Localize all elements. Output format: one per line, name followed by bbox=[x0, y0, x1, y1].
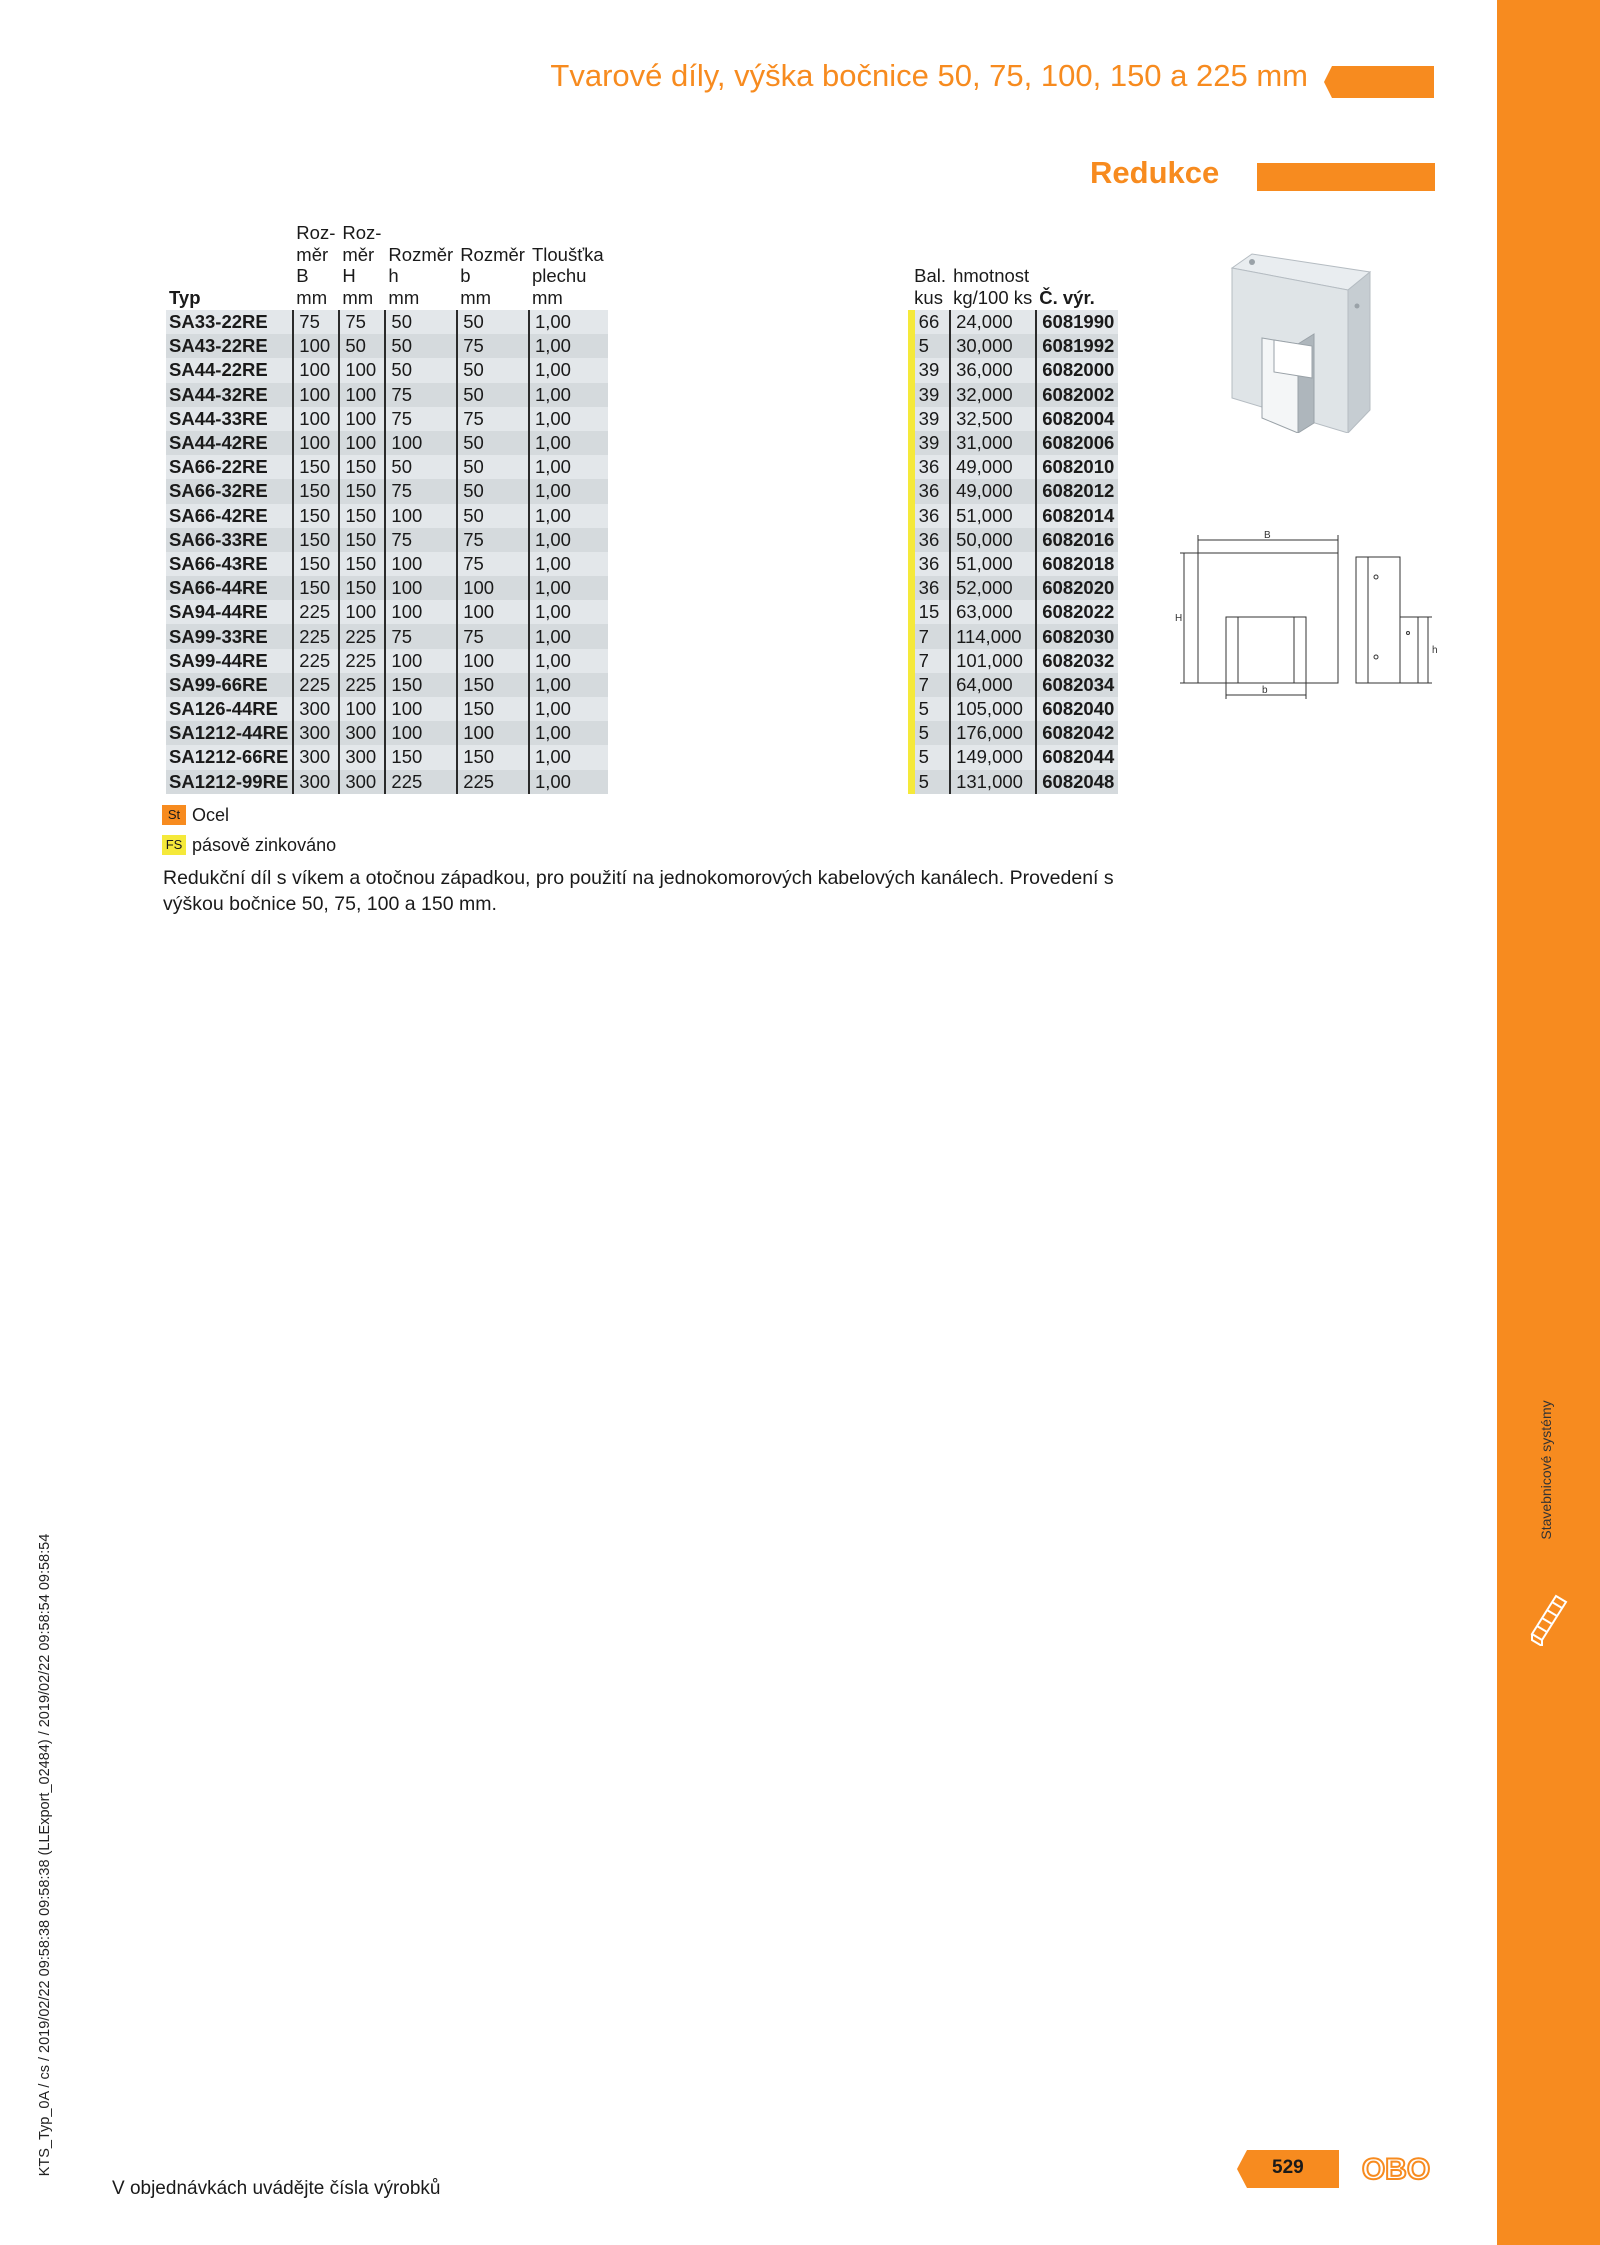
table-row bbox=[166, 649, 1118, 673]
cell-B: 100 bbox=[293, 407, 339, 431]
cell-H: 225 bbox=[339, 624, 385, 648]
cell-weight: 36,000 bbox=[950, 358, 1036, 382]
cell-typ: SA44-33RE bbox=[166, 407, 293, 431]
cell-weight: 51,000 bbox=[950, 552, 1036, 576]
table-row bbox=[166, 624, 1118, 648]
cell-B: 150 bbox=[293, 479, 339, 503]
cell-h: 75 bbox=[385, 407, 457, 431]
legend-code-st: St bbox=[162, 805, 186, 825]
cell-h: 75 bbox=[385, 479, 457, 503]
cell-gap bbox=[608, 310, 912, 334]
cell-gap bbox=[608, 383, 912, 407]
cell-B: 100 bbox=[293, 358, 339, 382]
cell-bal: 36 bbox=[911, 552, 950, 576]
cell-gap bbox=[608, 649, 912, 673]
cell-H: 300 bbox=[339, 745, 385, 769]
dimension-drawing bbox=[1172, 525, 1442, 710]
cell-thickness: 1,00 bbox=[529, 576, 608, 600]
cell-typ: SA33-22RE bbox=[166, 310, 293, 334]
table-row bbox=[166, 310, 1118, 334]
cell-weight: 101,000 bbox=[950, 649, 1036, 673]
cell-thickness: 1,00 bbox=[529, 383, 608, 407]
cell-thickness: 1,00 bbox=[529, 600, 608, 624]
cell-b: 225 bbox=[457, 770, 529, 794]
cell-h: 50 bbox=[385, 334, 457, 358]
cell-typ: SA66-44RE bbox=[166, 576, 293, 600]
cell-thickness: 1,00 bbox=[529, 334, 608, 358]
col-typ: Typ bbox=[169, 286, 201, 308]
cell-b: 75 bbox=[457, 407, 529, 431]
cell-thickness: 1,00 bbox=[529, 721, 608, 745]
cell-thickness: 1,00 bbox=[529, 624, 608, 648]
cell-B: 300 bbox=[293, 770, 339, 794]
table-row bbox=[166, 745, 1118, 769]
cell-h: 100 bbox=[385, 552, 457, 576]
col-B: Roz- měr B mm bbox=[296, 222, 336, 308]
footer-text: V objednávkách uvádějte čísla výrobků bbox=[112, 2178, 441, 2199]
cell-typ: SA1212-66RE bbox=[166, 745, 293, 769]
table-row bbox=[166, 673, 1118, 697]
cell-nr: 6082012 bbox=[1036, 479, 1118, 503]
table-row bbox=[166, 358, 1118, 382]
cell-b: 50 bbox=[457, 358, 529, 382]
cell-h: 150 bbox=[385, 673, 457, 697]
table-row bbox=[166, 455, 1118, 479]
cell-H: 225 bbox=[339, 673, 385, 697]
cell-nr: 6082030 bbox=[1036, 624, 1118, 648]
cell-typ: SA66-43RE bbox=[166, 552, 293, 576]
cell-b: 75 bbox=[457, 552, 529, 576]
legend-label-st: Ocel bbox=[192, 804, 230, 825]
cell-bal: 7 bbox=[911, 624, 950, 648]
page-heading: Tvarové díly, výška bočnice 50, 75, 100, 150 a 225 mm bbox=[550, 58, 1308, 93]
table-row bbox=[166, 431, 1118, 455]
table-row bbox=[166, 383, 1118, 407]
table-row bbox=[166, 697, 1118, 721]
cable-tray-icon bbox=[1528, 1590, 1570, 1651]
cell-thickness: 1,00 bbox=[529, 479, 608, 503]
product-photo bbox=[1222, 248, 1372, 438]
cell-B: 300 bbox=[293, 745, 339, 769]
cell-H: 100 bbox=[339, 383, 385, 407]
cell-H: 300 bbox=[339, 770, 385, 794]
cell-B: 225 bbox=[293, 624, 339, 648]
cell-H: 100 bbox=[339, 431, 385, 455]
cell-gap bbox=[608, 576, 912, 600]
cell-b: 150 bbox=[457, 697, 529, 721]
cell-B: 150 bbox=[293, 552, 339, 576]
cell-bal: 7 bbox=[911, 649, 950, 673]
cell-gap bbox=[608, 528, 912, 552]
cell-typ: SA1212-99RE bbox=[166, 770, 293, 794]
col-weight: hmotnost kg/100 ks bbox=[953, 265, 1033, 308]
table-header-row bbox=[166, 222, 1118, 310]
legend-code-fs: FS bbox=[162, 835, 186, 855]
cell-B: 100 bbox=[293, 431, 339, 455]
cell-h: 50 bbox=[385, 455, 457, 479]
logo-text: OBO bbox=[1361, 2153, 1431, 2185]
cell-H: 150 bbox=[339, 552, 385, 576]
cell-H: 150 bbox=[339, 479, 385, 503]
cell-weight: 50,000 bbox=[950, 528, 1036, 552]
cell-B: 75 bbox=[293, 310, 339, 334]
cell-B: 150 bbox=[293, 455, 339, 479]
cell-weight: 114,000 bbox=[950, 624, 1036, 648]
cell-bal: 39 bbox=[911, 358, 950, 382]
cell-gap bbox=[608, 407, 912, 431]
cell-B: 300 bbox=[293, 697, 339, 721]
cell-b: 50 bbox=[457, 455, 529, 479]
cell-H: 150 bbox=[339, 504, 385, 528]
cell-thickness: 1,00 bbox=[529, 649, 608, 673]
cell-bal: 39 bbox=[911, 431, 950, 455]
cell-H: 150 bbox=[339, 455, 385, 479]
cell-h: 75 bbox=[385, 624, 457, 648]
cell-typ: SA126-44RE bbox=[166, 697, 293, 721]
cell-h: 50 bbox=[385, 358, 457, 382]
cell-weight: 52,000 bbox=[950, 576, 1036, 600]
cell-b: 100 bbox=[457, 721, 529, 745]
table-row bbox=[166, 528, 1118, 552]
cell-gap bbox=[608, 455, 912, 479]
table-row bbox=[166, 576, 1118, 600]
cell-weight: 176,000 bbox=[950, 721, 1036, 745]
cell-h: 100 bbox=[385, 600, 457, 624]
cell-nr: 6082022 bbox=[1036, 600, 1118, 624]
col-bal: Bal. kus bbox=[914, 265, 947, 308]
cell-nr: 6082010 bbox=[1036, 455, 1118, 479]
cell-bal: 5 bbox=[911, 334, 950, 358]
cell-typ: SA44-22RE bbox=[166, 358, 293, 382]
cell-nr: 6082004 bbox=[1036, 407, 1118, 431]
drawing-label-H: H bbox=[1175, 613, 1183, 624]
cell-b: 50 bbox=[457, 431, 529, 455]
cell-nr: 6082044 bbox=[1036, 745, 1118, 769]
cell-gap bbox=[608, 358, 912, 382]
cell-thickness: 1,00 bbox=[529, 504, 608, 528]
cell-thickness: 1,00 bbox=[529, 697, 608, 721]
col-H: Roz- měr H mm bbox=[342, 222, 382, 308]
cell-b: 75 bbox=[457, 528, 529, 552]
cell-b: 50 bbox=[457, 504, 529, 528]
cell-nr: 6082002 bbox=[1036, 383, 1118, 407]
cell-weight: 31,000 bbox=[950, 431, 1036, 455]
cell-thickness: 1,00 bbox=[529, 770, 608, 794]
cell-typ: SA66-22RE bbox=[166, 455, 293, 479]
cell-H: 100 bbox=[339, 697, 385, 721]
cell-weight: 149,000 bbox=[950, 745, 1036, 769]
cell-B: 150 bbox=[293, 504, 339, 528]
cell-B: 150 bbox=[293, 576, 339, 600]
cell-b: 50 bbox=[457, 310, 529, 334]
cell-nr: 6082006 bbox=[1036, 431, 1118, 455]
cell-H: 75 bbox=[339, 310, 385, 334]
cell-bal: 5 bbox=[911, 721, 950, 745]
cell-B: 225 bbox=[293, 673, 339, 697]
cell-B: 100 bbox=[293, 334, 339, 358]
drawing-label-B: B bbox=[1264, 530, 1271, 541]
cell-nr: 6082034 bbox=[1036, 673, 1118, 697]
table-row bbox=[166, 770, 1118, 794]
cell-gap bbox=[608, 745, 912, 769]
cell-nr: 6082016 bbox=[1036, 528, 1118, 552]
cell-h: 225 bbox=[385, 770, 457, 794]
cell-h: 100 bbox=[385, 649, 457, 673]
cell-bal: 39 bbox=[911, 383, 950, 407]
cell-b: 150 bbox=[457, 673, 529, 697]
cell-nr: 6082032 bbox=[1036, 649, 1118, 673]
cell-gap bbox=[608, 721, 912, 745]
cell-thickness: 1,00 bbox=[529, 552, 608, 576]
cell-gap bbox=[608, 697, 912, 721]
cell-bal: 7 bbox=[911, 673, 950, 697]
product-description: Redukční díl s víkem a otočnou západkou, pro použití na jednokomorových kabelových kanálech. Provedení s výškou bočnice 50, 75, 100 a 150 mm. bbox=[163, 867, 1114, 915]
cell-nr: 6082048 bbox=[1036, 770, 1118, 794]
cell-weight: 32,500 bbox=[950, 407, 1036, 431]
header-tab bbox=[1324, 66, 1434, 103]
col-gap bbox=[608, 222, 912, 310]
cell-gap bbox=[608, 600, 912, 624]
cell-weight: 49,000 bbox=[950, 455, 1036, 479]
cell-h: 50 bbox=[385, 310, 457, 334]
legend-fs bbox=[162, 834, 336, 856]
cell-weight: 32,000 bbox=[950, 383, 1036, 407]
cell-h: 100 bbox=[385, 431, 457, 455]
cell-thickness: 1,00 bbox=[529, 407, 608, 431]
cell-nr: 6082042 bbox=[1036, 721, 1118, 745]
cell-b: 100 bbox=[457, 576, 529, 600]
cell-gap bbox=[608, 770, 912, 794]
cell-weight: 131,000 bbox=[950, 770, 1036, 794]
legend-steel bbox=[162, 804, 229, 826]
cell-typ: SA99-44RE bbox=[166, 649, 293, 673]
cell-bal: 36 bbox=[911, 528, 950, 552]
cell-weight: 49,000 bbox=[950, 479, 1036, 503]
table-row bbox=[166, 600, 1118, 624]
cell-H: 300 bbox=[339, 721, 385, 745]
cell-thickness: 1,00 bbox=[529, 673, 608, 697]
cell-weight: 24,000 bbox=[950, 310, 1036, 334]
cell-bal: 36 bbox=[911, 576, 950, 600]
cell-nr: 6081990 bbox=[1036, 310, 1118, 334]
section-bar bbox=[1257, 163, 1435, 191]
cell-h: 100 bbox=[385, 576, 457, 600]
cell-bal: 5 bbox=[911, 745, 950, 769]
cell-nr: 6082018 bbox=[1036, 552, 1118, 576]
cell-weight: 51,000 bbox=[950, 504, 1036, 528]
cell-typ: SA66-42RE bbox=[166, 504, 293, 528]
col-thickness: Tloušťka plechu mm bbox=[531, 243, 604, 308]
cell-gap bbox=[608, 504, 912, 528]
cell-H: 150 bbox=[339, 576, 385, 600]
cell-typ: SA44-42RE bbox=[166, 431, 293, 455]
cell-typ: SA94-44RE bbox=[166, 600, 293, 624]
cell-nr: 6082040 bbox=[1036, 697, 1118, 721]
cell-weight: 30,000 bbox=[950, 334, 1036, 358]
cell-b: 150 bbox=[457, 745, 529, 769]
col-nr: Č. výr. bbox=[1039, 286, 1095, 308]
cell-gap bbox=[608, 673, 912, 697]
drawing-label-b: b bbox=[1262, 685, 1268, 696]
cell-thickness: 1,00 bbox=[529, 455, 608, 479]
cell-typ: SA66-33RE bbox=[166, 528, 293, 552]
cell-typ: SA99-66RE bbox=[166, 673, 293, 697]
table-row bbox=[166, 334, 1118, 358]
side-band bbox=[1497, 0, 1600, 2245]
cell-B: 100 bbox=[293, 383, 339, 407]
cell-thickness: 1,00 bbox=[529, 358, 608, 382]
cell-bal: 15 bbox=[911, 600, 950, 624]
cell-b: 75 bbox=[457, 334, 529, 358]
cell-weight: 63,000 bbox=[950, 600, 1036, 624]
cell-bal: 66 bbox=[911, 310, 950, 334]
cell-B: 225 bbox=[293, 649, 339, 673]
drawing-label-h: h bbox=[1432, 645, 1438, 656]
page-number: 529 bbox=[1272, 2157, 1304, 2178]
table-row bbox=[166, 479, 1118, 503]
cell-H: 100 bbox=[339, 600, 385, 624]
table-row bbox=[166, 552, 1118, 576]
cell-h: 150 bbox=[385, 745, 457, 769]
cell-nr: 6082000 bbox=[1036, 358, 1118, 382]
cell-bal: 5 bbox=[911, 697, 950, 721]
cell-H: 50 bbox=[339, 334, 385, 358]
cell-b: 75 bbox=[457, 624, 529, 648]
cell-bal: 36 bbox=[911, 455, 950, 479]
table-row bbox=[166, 407, 1118, 431]
cell-h: 100 bbox=[385, 697, 457, 721]
cell-gap bbox=[608, 479, 912, 503]
cell-thickness: 1,00 bbox=[529, 310, 608, 334]
cell-nr: 6081992 bbox=[1036, 334, 1118, 358]
cell-bal: 39 bbox=[911, 407, 950, 431]
cell-gap bbox=[608, 334, 912, 358]
cell-bal: 5 bbox=[911, 770, 950, 794]
cell-nr: 6082020 bbox=[1036, 576, 1118, 600]
cell-h: 100 bbox=[385, 721, 457, 745]
col-b: Rozměr b mm bbox=[460, 243, 525, 308]
cell-gap bbox=[608, 552, 912, 576]
cell-typ: SA66-32RE bbox=[166, 479, 293, 503]
cell-b: 100 bbox=[457, 649, 529, 673]
product-table bbox=[166, 222, 1118, 794]
cell-thickness: 1,00 bbox=[529, 431, 608, 455]
cell-gap bbox=[608, 624, 912, 648]
obo-logo bbox=[1356, 2151, 1436, 2190]
table-row bbox=[166, 504, 1118, 528]
cell-b: 50 bbox=[457, 479, 529, 503]
cell-typ: SA44-32RE bbox=[166, 383, 293, 407]
cell-b: 100 bbox=[457, 600, 529, 624]
col-h: Rozměr h mm bbox=[388, 243, 454, 308]
cell-bal: 36 bbox=[911, 479, 950, 503]
cell-H: 150 bbox=[339, 528, 385, 552]
cell-typ: SA99-33RE bbox=[166, 624, 293, 648]
cell-nr: 6082014 bbox=[1036, 504, 1118, 528]
cell-thickness: 1,00 bbox=[529, 745, 608, 769]
cell-weight: 64,000 bbox=[950, 673, 1036, 697]
print-info: KTS_Typ_0A / cs / 2019/02/22 09:58:38 09:58:38 (LLExport_02484) / 2019/02/22 09:58:54 09:58:54 bbox=[37, 1533, 53, 2177]
cell-B: 225 bbox=[293, 600, 339, 624]
table-row bbox=[166, 721, 1118, 745]
cell-gap bbox=[608, 431, 912, 455]
cell-B: 150 bbox=[293, 528, 339, 552]
cell-H: 100 bbox=[339, 358, 385, 382]
cell-H: 100 bbox=[339, 407, 385, 431]
cell-thickness: 1,00 bbox=[529, 528, 608, 552]
cell-typ: SA43-22RE bbox=[166, 334, 293, 358]
cell-weight: 105,000 bbox=[950, 697, 1036, 721]
legend-label-fs: pásově zinkováno bbox=[192, 834, 337, 855]
cell-h: 75 bbox=[385, 528, 457, 552]
cell-h: 100 bbox=[385, 504, 457, 528]
cell-B: 300 bbox=[293, 721, 339, 745]
cell-H: 225 bbox=[339, 649, 385, 673]
cell-typ: SA1212-44RE bbox=[166, 721, 293, 745]
section-title: Redukce bbox=[1090, 155, 1220, 190]
cell-bal: 36 bbox=[911, 504, 950, 528]
side-label: Stavebnicové systémy bbox=[1538, 1400, 1554, 1540]
cell-b: 50 bbox=[457, 383, 529, 407]
cell-h: 75 bbox=[385, 383, 457, 407]
